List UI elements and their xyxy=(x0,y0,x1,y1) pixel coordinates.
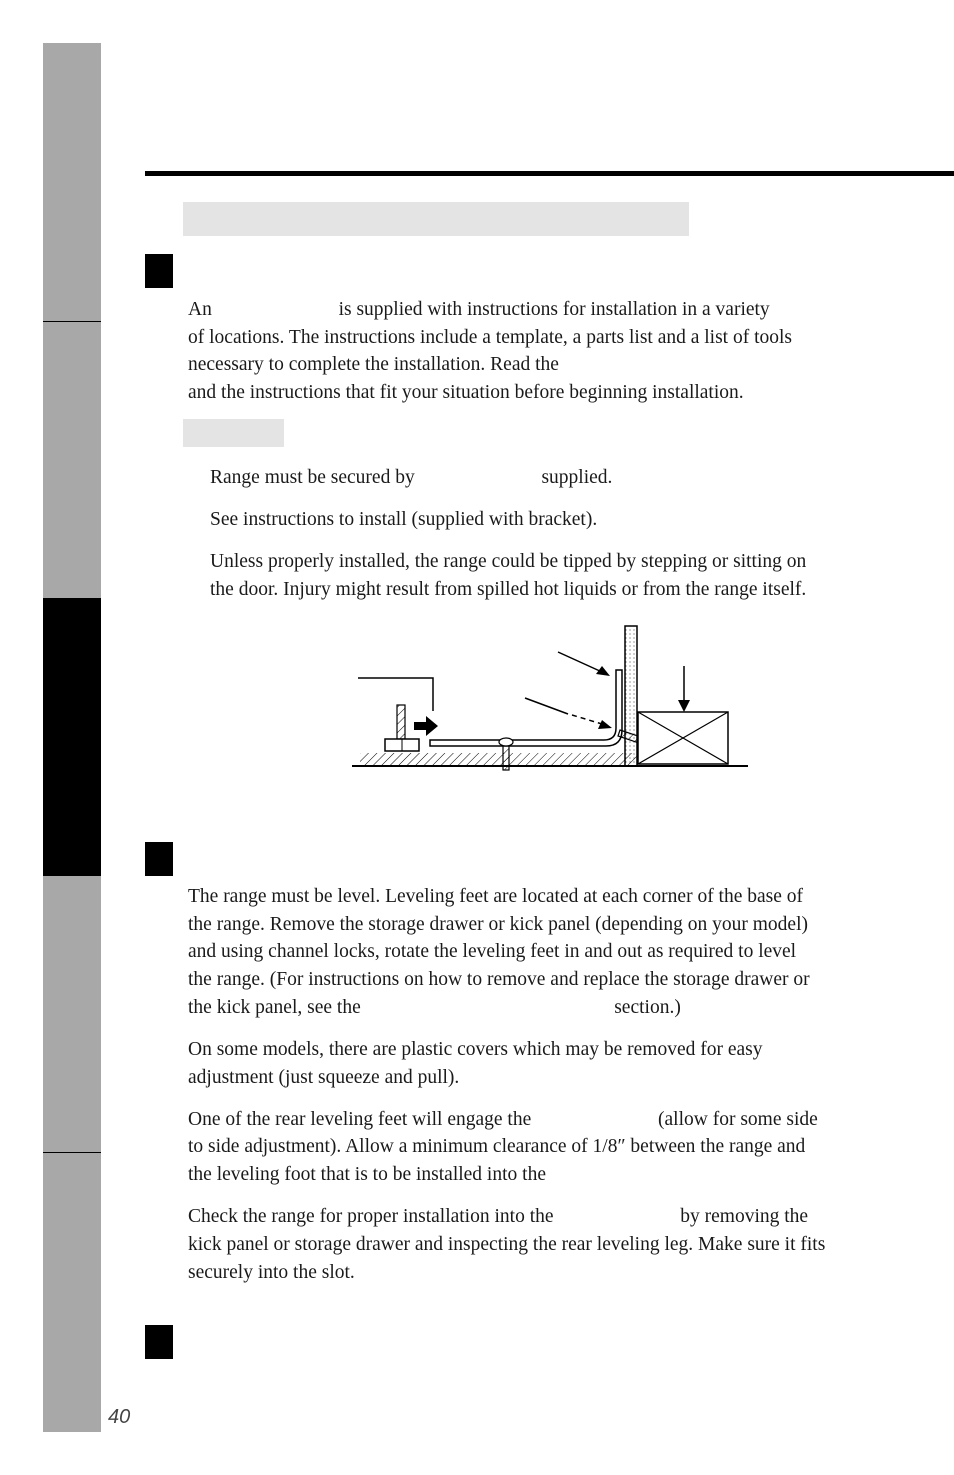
leveling-leg xyxy=(397,705,405,739)
warning-line: Unless properly installed, the range could be tipped by stepping or sitting on xyxy=(210,551,807,572)
side-tab-4[interactable] xyxy=(43,876,101,1152)
side-tab-3-active[interactable] xyxy=(43,598,101,876)
step-marker-1 xyxy=(145,254,173,288)
paragraph-line: the range. Remove the storage drawer or kick panel (depending on your model) xyxy=(188,914,808,935)
step-marker-3 xyxy=(145,1325,173,1359)
paragraph-line: An is supplied with instructions for installation in a variety xyxy=(188,299,770,320)
paragraph-line: securely into the slot. xyxy=(188,1262,355,1283)
warning-label-bar xyxy=(183,419,284,447)
paragraph-line: One of the rear leveling feet will engage the (allow for some side xyxy=(188,1109,818,1130)
paragraph-line: the range. (For instructions on how to remove and replace the storage drawer or xyxy=(188,969,810,990)
anti-tip-bracket-diagram xyxy=(340,620,760,780)
paragraph-line: Check the range for proper installation into the by removing the xyxy=(188,1206,809,1227)
paragraph-line: The range must be level. Leveling feet are located at each corner of the base of xyxy=(188,886,804,907)
header-rule xyxy=(145,171,954,176)
paragraph-line: and the instructions that fit your situation before beginning installation. xyxy=(188,382,744,403)
paragraph-line: the leveling foot that is to be installed into the xyxy=(188,1164,546,1185)
paragraph-line: the kick panel, see the section.) xyxy=(188,997,681,1018)
section-heading-bar xyxy=(183,202,689,236)
step-marker-2 xyxy=(145,842,173,876)
floor-hatch xyxy=(360,753,638,765)
paragraph-line: On some models, there are plastic covers which may be removed for easy xyxy=(188,1039,763,1060)
paragraph-line: of locations. The instructions include a template, a parts list and a list of tools xyxy=(188,327,793,348)
page-number: 40 xyxy=(108,1406,131,1428)
screw-callout-arrow xyxy=(525,698,568,714)
warning-line: the door. Injury might result from spilled hot liquids or from the range itself. xyxy=(210,579,807,600)
paragraph-line: and using channel locks, rotate the leveling feet in and out as required to level xyxy=(188,941,797,962)
bracket-callout-arrow xyxy=(558,652,602,672)
wall xyxy=(625,626,637,766)
paragraph-line: to side adjustment). Allow a minimum clearance of 1/8″ between the range and xyxy=(188,1136,806,1157)
side-tab-1[interactable] xyxy=(43,43,101,321)
warning-line: Range must be secured by supplied. xyxy=(210,467,613,488)
anti-tip-bracket xyxy=(430,670,622,746)
paragraph-line: necessary to complete the installation. Read the xyxy=(188,354,559,375)
side-tab-2[interactable] xyxy=(43,322,101,598)
warning-line: See instructions to install (supplied with bracket). xyxy=(210,509,598,530)
paragraph-line: adjustment (just squeeze and pull). xyxy=(188,1067,460,1088)
paragraph-line: kick panel or storage drawer and inspecting the rear leveling leg. Make sure it fits xyxy=(188,1234,826,1255)
range-base-outline xyxy=(358,678,433,711)
slide-arrow-icon xyxy=(414,716,438,736)
side-tab-5[interactable] xyxy=(43,1153,101,1432)
